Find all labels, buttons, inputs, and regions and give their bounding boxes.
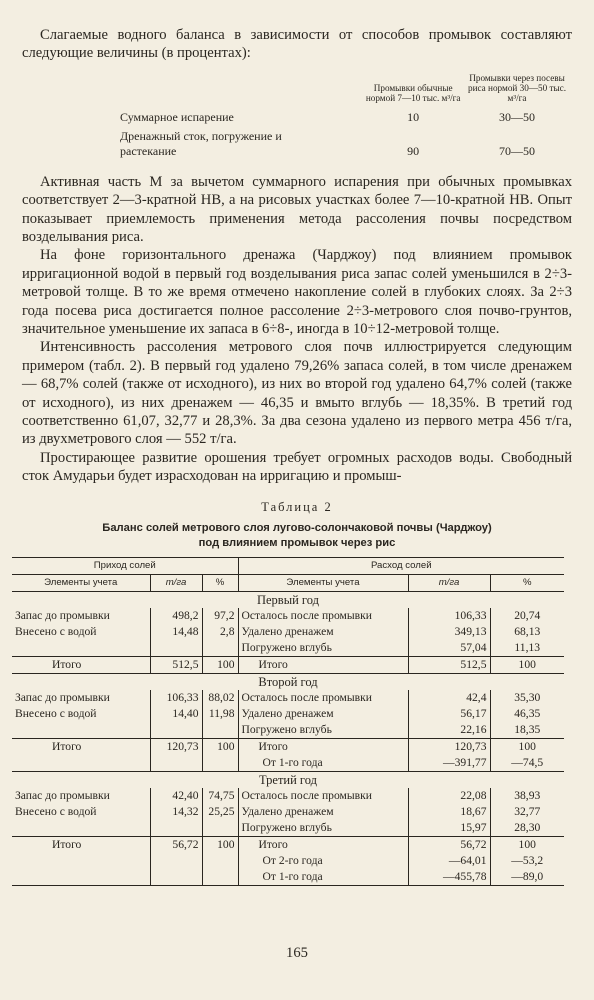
outcome-pct: —89,0 — [490, 869, 564, 886]
outcome-label: Погружено вглубь — [238, 722, 408, 739]
col-tha: т/га — [150, 574, 202, 591]
row-label: Суммарное испарение — [120, 109, 234, 124]
income-tha — [150, 820, 202, 837]
paragraph-2: Активная часть М за вычетом суммарного испарения при обычных промывках соответствует 2—3-кратной НВ, а на рисовых участках более 7—10-кратной НВ. Опыт показывает приемлемость применения метода рассоления почвы посредством возделывания риса. — [22, 173, 572, 245]
income-label: Итого — [12, 738, 150, 755]
outcome-pct: 28,30 — [490, 820, 564, 837]
outcome-tha: 18,67 — [408, 804, 490, 820]
income-tha: 14,48 — [150, 624, 202, 640]
year-label: Третий год — [259, 772, 317, 787]
income-tha: 14,32 — [150, 804, 202, 820]
outcome-tha: 57,04 — [408, 640, 490, 657]
outcome-header: Расход солей — [238, 557, 564, 574]
income-label — [12, 869, 150, 886]
outcome-pct: 100 — [490, 738, 564, 755]
row-label: Дренажный сток, погружение и растекание — [120, 128, 282, 158]
table-row — [12, 624, 564, 640]
col-header-rice: Промывки через посевы риса нормой 30—50 тыс. м³/га — [467, 72, 567, 104]
page-number: 165 — [286, 945, 308, 961]
outcome-label: Погружено вглубь — [238, 820, 408, 837]
outcome-label: Погружено вглубь — [238, 640, 408, 657]
outcome-pct: 32,77 — [490, 804, 564, 820]
income-label: Запас до промывки — [15, 788, 110, 802]
income-pct: 88,02 — [202, 690, 238, 706]
outcome-pct: 11,13 — [490, 640, 564, 657]
income-label: Итого — [12, 836, 150, 853]
outcome-pct: 38,93 — [490, 788, 564, 804]
income-pct — [202, 869, 238, 886]
col-elements: Элементы учета — [238, 574, 408, 591]
income-label — [12, 722, 150, 739]
table-row — [12, 640, 564, 657]
income-tha — [150, 869, 202, 886]
col-tha: т/га — [408, 574, 490, 591]
income-pct: 25,25 — [202, 804, 238, 820]
income-tha — [150, 755, 202, 772]
outcome-tha: —455,78 — [408, 869, 490, 886]
income-tha — [150, 722, 202, 739]
outcome-tha: —391,77 — [408, 755, 490, 772]
outcome-tha: 512,5 — [408, 656, 490, 673]
income-label: Внесено с водой — [15, 624, 97, 638]
income-pct: 100 — [202, 738, 238, 755]
table-title: Таблица 2 — [261, 499, 333, 514]
outcome-tha: 56,17 — [408, 706, 490, 722]
table-row — [12, 820, 564, 837]
col-header-normal: Промывки обычные нормой 7—10 тыс. м³/га — [365, 83, 461, 104]
income-label: Внесено с водой — [15, 706, 97, 720]
outcome-pct: 20,74 — [490, 608, 564, 624]
income-tha: 498,2 — [150, 608, 202, 624]
outcome-tha: 22,08 — [408, 788, 490, 804]
income-tha: 120,73 — [150, 738, 202, 755]
income-label — [12, 640, 150, 657]
col-pct: % — [202, 574, 238, 591]
table-row — [12, 869, 564, 886]
outcome-tha: 106,33 — [408, 608, 490, 624]
outcome-label: Удалено дренажем — [238, 706, 408, 722]
outcome-label: От 2-го года — [238, 853, 408, 869]
table-row — [12, 804, 564, 820]
income-tha — [150, 853, 202, 869]
year-label: Первый год — [256, 592, 319, 607]
paragraph-5: Простирающее развитие орошения требует огромных расходов воды. Свободный сток Амударьи будет израсходован на ирригацию и промыш- — [22, 449, 572, 485]
col-pct: % — [490, 574, 564, 591]
income-label: Запас до промывки — [15, 608, 110, 622]
income-pct: 11,98 — [202, 706, 238, 722]
table-caption-line: под влиянием промывок через рис — [198, 536, 396, 549]
income-pct — [202, 755, 238, 772]
income-tha: 512,5 — [150, 656, 202, 673]
outcome-tha: 349,13 — [408, 624, 490, 640]
table-row — [12, 853, 564, 869]
table-row — [12, 788, 564, 804]
outcome-label: От 1-го года — [238, 755, 408, 772]
outcome-pct: 100 — [490, 836, 564, 853]
table-row — [12, 755, 564, 772]
income-label — [12, 820, 150, 837]
table-row — [12, 690, 564, 706]
income-tha: 42,40 — [150, 788, 202, 804]
table-caption — [22, 521, 572, 551]
outcome-pct: 18,35 — [490, 722, 564, 739]
outcome-label: Итого — [238, 738, 408, 755]
table-row — [12, 608, 564, 624]
outcome-pct: 68,13 — [490, 624, 564, 640]
table-row — [12, 656, 564, 673]
row-value: 90 — [407, 143, 420, 158]
table-row — [12, 836, 564, 853]
outcome-pct: 100 — [490, 656, 564, 673]
income-pct: 97,2 — [202, 608, 238, 624]
outcome-tha: 56,72 — [408, 836, 490, 853]
income-pct: 2,8 — [202, 624, 238, 640]
row-value: 10 — [407, 109, 420, 124]
outcome-pct: —74,5 — [490, 755, 564, 772]
income-label: Запас до промывки — [15, 690, 110, 704]
outcome-pct: 35,30 — [490, 690, 564, 706]
income-pct — [202, 853, 238, 869]
col-elements: Элементы учета — [44, 576, 118, 588]
income-pct: 100 — [202, 836, 238, 853]
outcome-label: Осталось после промывки — [238, 608, 408, 624]
income-pct: 100 — [202, 656, 238, 673]
outcome-tha: 120,73 — [408, 738, 490, 755]
income-tha — [150, 640, 202, 657]
outcome-label: Осталось после промывки — [238, 690, 408, 706]
outcome-label: Удалено дренажем — [238, 624, 408, 640]
outcome-pct: —53,2 — [490, 853, 564, 869]
income-label — [12, 755, 150, 772]
paragraph-4: Интенсивность рассоления метрового слоя почв иллюстрируется следующим примером (табл. 2). В первый год удалено 79,26% запаса солей, в том числе дренажем — 68,7% солей (также от исходного), из них во второй год удалено 64,7% солей (также от исходного), из них дренажем — 46,35 и вмыто вглубь — 18,35%. В третий год соответственно 61,07, 32,77 и 28,3%. За два сезона удалено из первого метра 456 т/га, из двухметрового слоя — 552 т/га. — [22, 339, 572, 448]
outcome-tha: —64,01 — [408, 853, 490, 869]
income-pct: 74,75 — [202, 788, 238, 804]
table-row — [12, 738, 564, 755]
table-row — [12, 706, 564, 722]
paragraph-3: На фоне горизонтального дренажа (Чарджоу) под влиянием промывок ирригационной водой в первый год возделывания риса запас солей уменьшился в 2÷3-метровой толще. В то же время отмечено накопление солей в глубоких слоях. За 2÷3 года посева риса достигается полное рассоление 2÷3-метрового слоя почво-грунтов, значительное уменьшение их запаса в 6÷8-, иногда в 10÷12-метровой толще. — [22, 247, 572, 337]
outcome-label: Итого — [238, 836, 408, 853]
outcome-tha: 15,97 — [408, 820, 490, 837]
outcome-label: Итого — [238, 656, 408, 673]
outcome-label: Осталось после промывки — [238, 788, 408, 804]
water-balance-table — [120, 73, 572, 159]
outcome-pct: 46,35 — [490, 706, 564, 722]
outcome-tha: 22,16 — [408, 722, 490, 739]
income-label: Итого — [12, 656, 150, 673]
income-pct — [202, 722, 238, 739]
table-row — [12, 722, 564, 739]
paragraph-1: Слагаемые водного баланса в зависимости от способов промывок составляют следующие величины (в процентах): — [22, 27, 572, 62]
page-body — [15, 26, 572, 886]
row-value: 30—50 — [499, 109, 536, 124]
income-pct — [202, 820, 238, 837]
income-tha: 14,40 — [150, 706, 202, 722]
outcome-tha: 42,4 — [408, 690, 490, 706]
row-value: 70—50 — [499, 143, 536, 158]
salt-balance-table — [12, 557, 564, 886]
income-pct — [202, 640, 238, 657]
table-caption-line: Баланс солей метрового слоя лугово-солончаковой почвы (Чарджоу) — [102, 521, 492, 534]
outcome-label: Удалено дренажем — [238, 804, 408, 820]
income-header: Приход солей — [12, 557, 238, 574]
income-tha: 106,33 — [150, 690, 202, 706]
year-label: Второй год — [258, 674, 318, 689]
income-label: Внесено с водой — [15, 804, 97, 818]
outcome-label: От 1-го года — [238, 869, 408, 886]
income-label — [12, 853, 150, 869]
income-tha: 56,72 — [150, 836, 202, 853]
